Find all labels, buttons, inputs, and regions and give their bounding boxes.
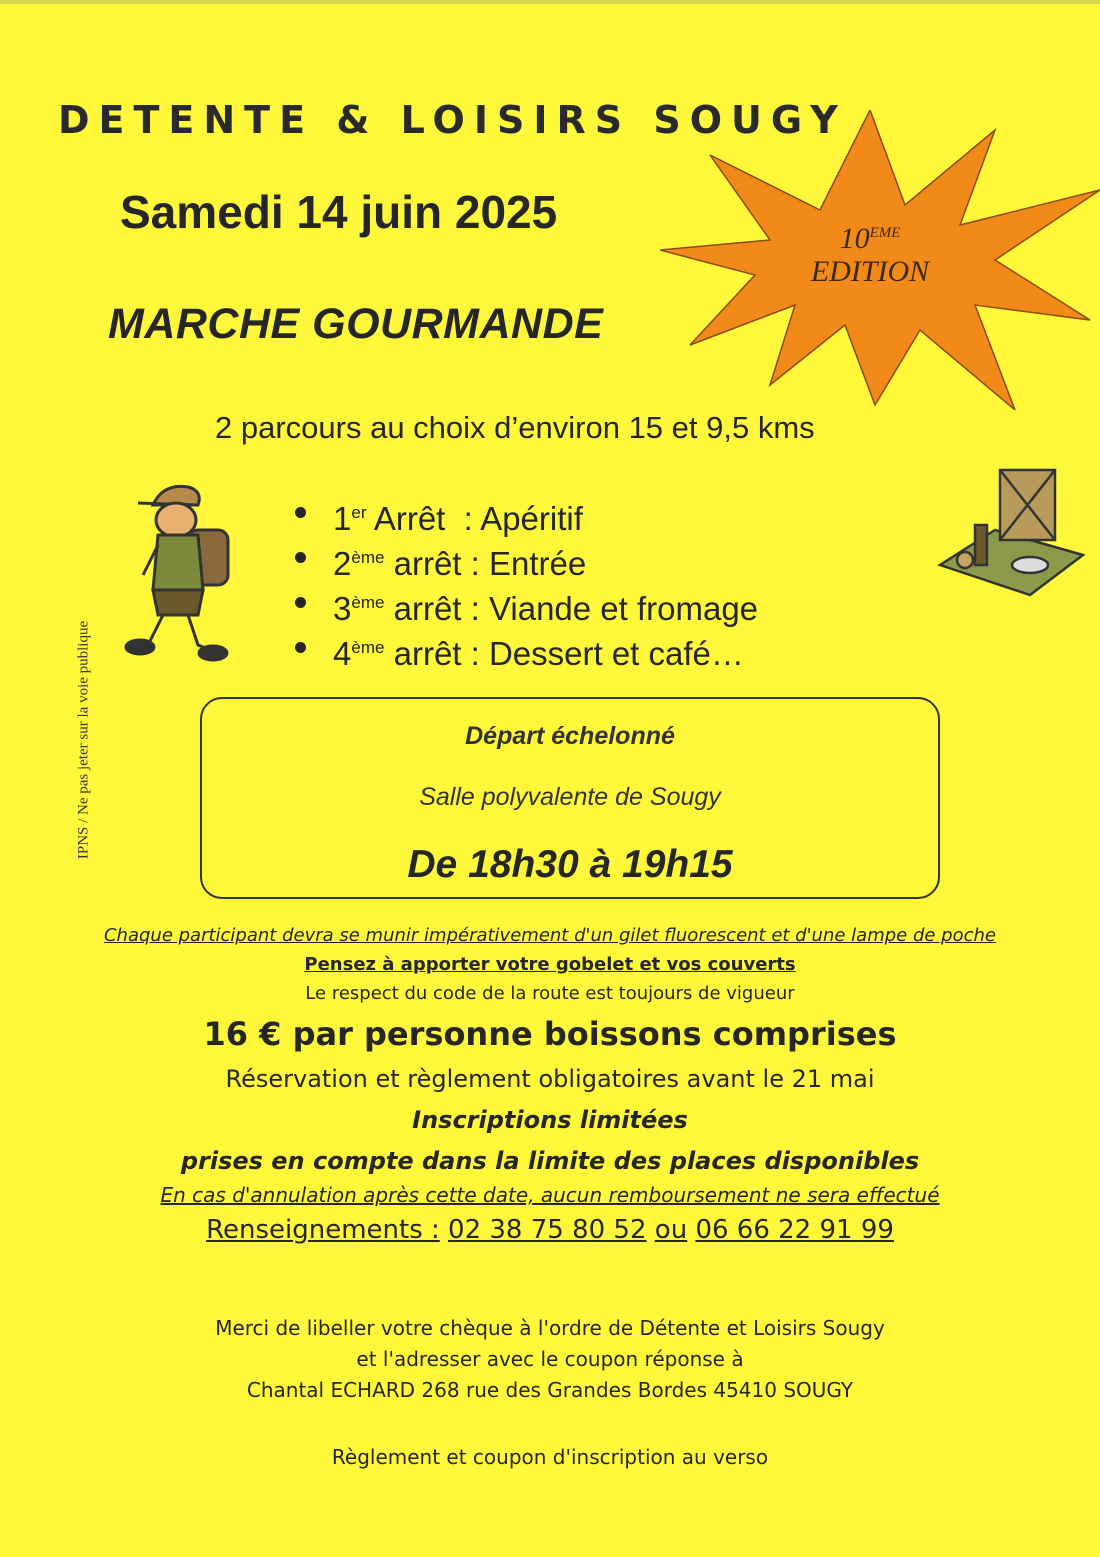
cheque-line-1: Merci de libeller votre chèque à l'ordre de Détente et Loisirs Sougy [215, 1316, 885, 1340]
stop-item: 4ème arrêt : Dessert et café… [295, 625, 758, 670]
edition-suffix: EME [869, 225, 901, 241]
limited-title: Inscriptions limitées [412, 1106, 688, 1134]
cancellation-note: En cas d'annulation après cette date, aucun remboursement ne sera effectué [160, 1183, 940, 1207]
rule-safety: Chaque participant devra se munir impérativement d'un gilet fluorescent et d'une lampe de poche [103, 925, 996, 946]
departure-time: De 18h30 à 19h15 [407, 843, 733, 886]
phone-1: 02 38 75 80 52 [448, 1215, 647, 1245]
bullet-icon [295, 642, 306, 653]
cheque-address: Chantal ECHARD 268 rue des Grandes Bordes 45410 SOUGY [246, 1378, 854, 1402]
contact-line [0, 1215, 1100, 1245]
scan-top-edge [0, 0, 1100, 4]
phone-2: 06 66 22 91 99 [695, 1215, 894, 1245]
hiker-illustration [118, 475, 248, 665]
picnic-basket-illustration [935, 465, 1085, 600]
stops-list [295, 490, 758, 670]
departure-title: Départ échelonné [465, 722, 675, 750]
departure-place: Salle polyvalente de Sougy [419, 783, 721, 811]
reservation-info: Réservation et règlement obligatoires avant le 21 mai [225, 1065, 875, 1093]
edition-badge-text [770, 222, 970, 288]
price-info: 16 € par personne boissons comprises [203, 1015, 897, 1053]
verso-note: Règlement et coupon d'inscription au verso [331, 1445, 769, 1469]
event-date: Samedi 14 juin 2025 [120, 186, 558, 238]
ipns-notice: IPNS / Ne pas jeter sur la voie publique [75, 620, 92, 860]
organization-title: DETENTE & LOISIRS SOUGY [58, 98, 847, 142]
rule-traffic: Le respect du code de la route est toujours de vigueur [305, 983, 795, 1004]
bullet-icon [295, 597, 306, 608]
event-name: MARCHE GOURMANDE [108, 300, 604, 348]
cheque-line-2: et l'adresser avec le coupon réponse à [356, 1347, 744, 1371]
parcours-info: 2 parcours au choix d’environ 15 et 9,5 kms [215, 410, 815, 445]
edition-label: EDITION [810, 255, 930, 288]
stop-item: 2ème arrêt : Entrée [295, 535, 758, 580]
rule-cutlery: Pensez à apporter votre gobelet et vos couverts [304, 954, 796, 975]
edition-number: 10 [839, 222, 870, 255]
stop-item: 1er Arrêt : Apéritif [295, 490, 758, 535]
contact-label: Renseignements : [206, 1215, 440, 1245]
stop-item: 3ème arrêt : Viande et fromage [295, 580, 758, 625]
bullet-icon [295, 507, 306, 518]
bullet-icon [295, 552, 306, 563]
limited-detail: prises en compte dans la limite des places disponibles [180, 1147, 920, 1175]
contact-or: ou [654, 1215, 688, 1245]
